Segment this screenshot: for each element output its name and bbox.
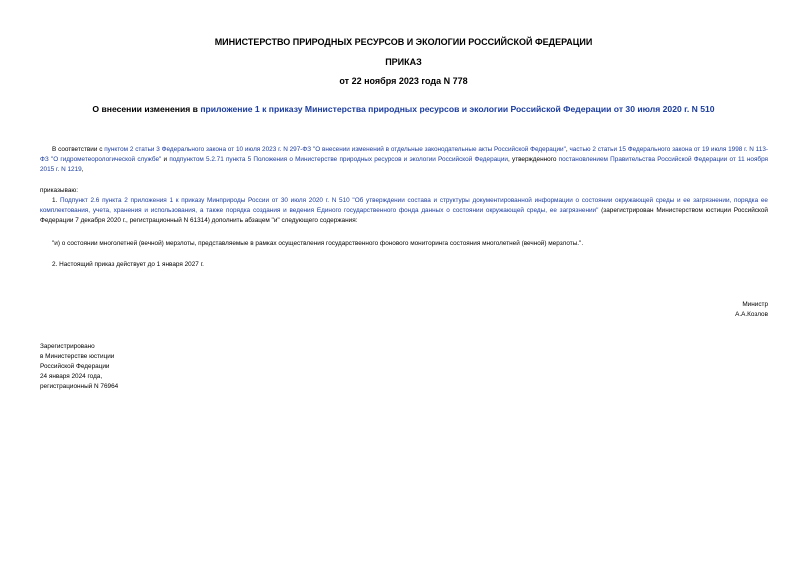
preamble-text-5: , — [81, 166, 84, 173]
signature-position: Министр — [742, 301, 768, 308]
order-word: приказываю: — [40, 187, 78, 194]
registration-line-5: регистрационный N 76964 — [40, 383, 119, 390]
preamble-paragraph — [40, 145, 768, 175]
document-date-number: от 22 ноября 2023 года N 778 — [339, 76, 468, 86]
item-2-paragraph: 2. Настоящий приказ действует до 1 января 2027 г. — [52, 261, 204, 268]
registration-line-4: 24 января 2024 года, — [40, 373, 103, 380]
document-type: ПРИКАЗ — [385, 57, 422, 67]
link-resolution-1219[interactable]: постановлением Правительства Российской Федерации от 11 ноября 2015 г. N 1219 — [40, 156, 769, 173]
title-link[interactable]: приложение 1 к приказу Министерства природных ресурсов и экологии Российской Федерации от 30 июля 2020 г. N 510 — [200, 104, 715, 114]
registration-line-2: в Министерстве юстиции — [40, 353, 115, 360]
item-1-paragraph — [40, 196, 768, 226]
registration-line-1: Зарегистрировано — [40, 343, 95, 350]
signature-name: А.А.Козлов — [735, 311, 768, 318]
item-1-number: 1. — [52, 197, 61, 204]
preamble-text-3: и — [161, 156, 170, 163]
link-law-113fz[interactable]: частью 2 статьи 15 Федерального закона от 19 июля 1998 г. N 113-ФЗ "О гидрометеорологической службе" — [40, 146, 768, 163]
document-title — [0, 104, 807, 115]
preamble-text-4: , утвержденного — [507, 156, 559, 163]
quoted-addition: "и) о состоянии многолетней (вечной) мерзлоты, представляемые в рамках осуществления государственного фонового мониторинга состояния многолетней (вечной) мерзлоты.". — [52, 240, 584, 247]
link-subparagraph-2-6[interactable]: Подпункт 2.6 пункта 2 приложения 1 к приказу Минприроды России от 30 июля 2020 г. N 510 "Об утверждении состава и структуры документированной информации о состоянии окружающей среды и ее загрязнении, порядка ее комплектования, учета, хранения и использования, а также порядка создания и ведения Единого государственного фонда данных о состоянии окружающей среды, ее загрязнении" — [40, 197, 768, 214]
preamble-text-1: В соответствии с — [52, 146, 105, 153]
title-prefix: О внесении изменения в — [92, 104, 201, 114]
ministry-name: МИНИСТЕРСТВО ПРИРОДНЫХ РЕСУРСОВ И ЭКОЛОГИИ РОССИЙСКОЙ ФЕДЕРАЦИИ — [214, 37, 593, 47]
link-regulation-5-2-71[interactable]: подпунктом 5.2.71 пункта 5 Положения о Министерстве природных ресурсов и экологии Российской Федерации — [169, 156, 508, 163]
link-law-297fz[interactable]: пунктом 2 статьи 3 Федерального закона от 10 июля 2023 г. N 297-ФЗ "О внесении изменений в отдельные законодательные акты Российской Федерации" — [104, 146, 566, 153]
preamble-text-2: , — [565, 146, 570, 153]
item-1-text: (зарегистрирован Министерством юстиции Российской Федерации 7 декабря 2020 г., регистрационный N 61314) дополнить абзацем "и" следующего содержания: — [40, 207, 768, 224]
registration-line-3: Российской Федерации — [40, 363, 110, 370]
